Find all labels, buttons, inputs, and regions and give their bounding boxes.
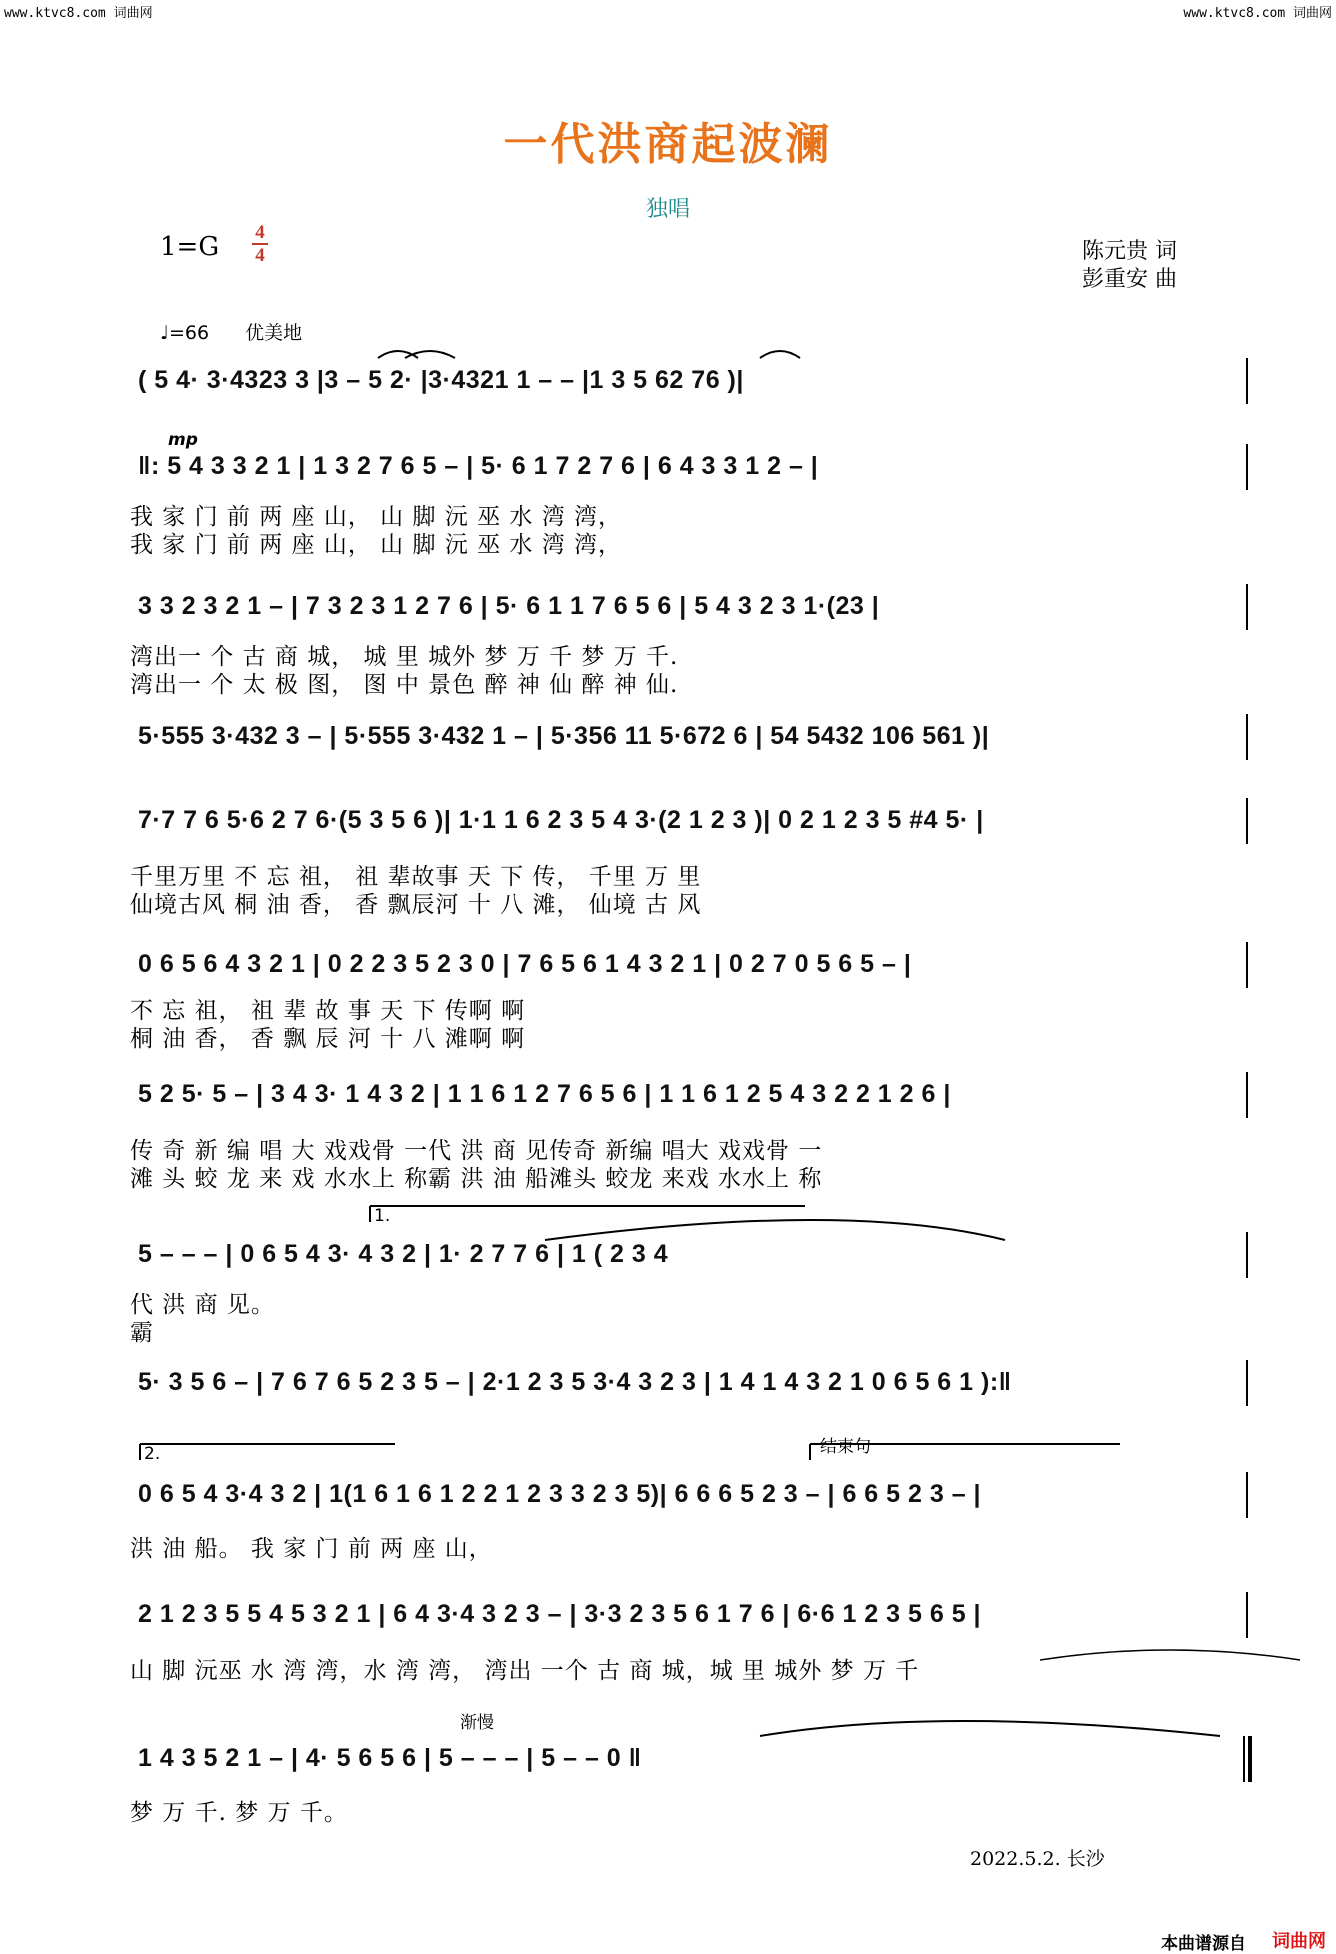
- slur: [405, 351, 455, 358]
- notation-row-7: 5 2 5· 5 – | 3 4 3· 1 4 3 2 | 1 1 6 1 2 7 6 5 6 | 1 1 6 1 2 5 4 3 2 2 1 2 6 |: [138, 1080, 951, 1108]
- lyrics-row-8a: 代 洪 商 见。: [130, 1292, 275, 1318]
- notation-row-10: 0 6 5 4 3·4 3 2 | 1(1 6 1 6 1 2 2 1 2 3 3 2 3 5)| 6 6 6 5 2 3 – | 6 6 5 2 3 – |: [138, 1480, 982, 1508]
- source-note: 本曲谱源自: [1161, 1934, 1246, 1954]
- lyrics-row-10: 洪 油 船。 我 家 门 前 两 座 山，: [130, 1536, 493, 1562]
- lyrics-row-5b: 仙境古风 桐 油 香， 香 飘辰河 十 八 滩， 仙境 古 风: [130, 892, 702, 918]
- slur: [760, 351, 800, 358]
- ritardando-mark: 渐慢: [460, 1713, 494, 1733]
- lyrics-row-3b: 湾出一 个 太 极 图， 图 中 景色 醉 神 仙 醉 神 仙.: [130, 672, 679, 698]
- time-signature-bottom: 4: [255, 245, 265, 266]
- dynamic-mark: mp: [168, 430, 198, 450]
- lyrics-row-7a: 传 奇 新 编 唱 大 戏戏骨 一代 洪 商 见传奇 新编 唱大 戏戏骨 一: [130, 1138, 823, 1164]
- lyrics-row-6b: 桐 油 香， 香 飘 辰 河 十 八 滩啊 啊: [130, 1026, 526, 1052]
- site-logo: 词曲网: [1272, 1931, 1326, 1952]
- notation-row-3: 3 3 2 3 2 1 – | 7 3 2 3 1 2 7 6 | 5· 6 1 1 7 6 5 6 | 5 4 3 2 3 1·(23 |: [138, 592, 880, 620]
- notation-row-12: 1 4 3 5 2 1 – | 4· 5 6 5 6 | 5 – – – | 5 – – 0 ‖: [138, 1744, 642, 1772]
- composition-date: 2022.5.2. 长沙: [970, 1848, 1105, 1870]
- slur: [545, 1220, 1005, 1240]
- lyrics-row-6a: 不 忘 祖， 祖 辈 故 事 天 下 传啊 啊: [130, 998, 526, 1024]
- watermark-left: www.ktvc8.com 词曲网: [4, 6, 153, 21]
- lyrics-row-3a: 湾出一 个 古 商 城， 城 里 城外 梦 万 千 梦 万 千.: [130, 644, 679, 670]
- key-signature: 1=G: [160, 232, 220, 262]
- notation-row-6: 0 6 5 6 4 3 2 1 | 0 2 2 3 5 2 3 0 | 7 6 5 6 1 4 3 2 1 | 0 2 7 0 5 6 5 – |: [138, 950, 912, 978]
- notation-row-9: 5· 3 5 6 – | 7 6 7 6 5 2 3 5 – | 2·1 2 3 5 3·4 3 2 3 | 1 4 1 4 3 2 1 0 6 5 6 1 ):‖: [138, 1368, 1012, 1396]
- song-subtitle: 独唱: [645, 197, 690, 222]
- lyrics-row-7b: 滩 头 蛟 龙 来 戏 水水上 称霸 洪 油 船滩头 蛟龙 来戏 水水上 称: [130, 1166, 823, 1192]
- song-title: 一代洪商起波澜: [503, 119, 833, 170]
- tempo-expression: 优美地: [245, 322, 303, 344]
- ending-label: 结束句: [820, 1437, 871, 1457]
- lyrics-row-2b: 我 家 门 前 两 座 山， 山 脚 沅 巫 水 湾 湾，: [130, 532, 623, 558]
- lyrics-row-12: 梦 万 千. 梦 万 千。: [130, 1800, 348, 1826]
- notation-row-8: 5 – – – | 0 6 5 4 3· 4 3 2 | 1· 2 7 7 6 | 1 ( 2 3 4: [138, 1240, 669, 1268]
- notation-row-4: 5·555 3·432 3 – | 5·555 3·432 1 – | 5·356 11 5·672 6 | 54 5432 106 561 )|: [138, 722, 990, 750]
- notation-row-1: ( 5 4· 3·4323 3 |3 – 5 2· |3·4321 1 – – |1 3 5 62 76 )|: [138, 366, 744, 394]
- volta-2-label: 2.: [144, 1444, 161, 1464]
- tempo-bpm: ♩=66: [160, 322, 210, 344]
- composer-credit: 彭重安 曲: [1082, 267, 1177, 292]
- lyrics-row-5a: 千里万里 不 忘 祖， 祖 辈故事 天 下 传， 千里 万 里: [130, 864, 702, 890]
- notation-row-5: 7·7 7 6 5·6 2 7 6·(5 3 5 6 )| 1·1 1 6 2 3 5 4 3·(2 1 2 3 )| 0 2 1 2 3 5 #4 5· |: [138, 806, 984, 834]
- slur: [760, 1721, 1220, 1736]
- dim-hairpin-top: [1040, 1650, 1300, 1660]
- lyricist-credit: 陈元贵 词: [1082, 239, 1177, 264]
- lyrics-row-2a: 我 家 门 前 两 座 山， 山 脚 沅 巫 水 湾 湾，: [130, 504, 623, 530]
- volta-1-label: 1.: [374, 1206, 391, 1226]
- notation-row-11: 2 1 2 3 5 5 4 5 3 2 1 | 6 4 3·4 3 2 3 – | 3·3 2 3 5 6 1 7 6 | 6·6 1 2 3 5 6 5 |: [138, 1600, 982, 1628]
- time-signature-top: 4: [255, 222, 265, 243]
- lyrics-row-11: 山 脚 沅巫 水 湾 湾，水 湾 湾， 湾出 一个 古 商 城，城 里 城外 梦 万 千: [130, 1658, 920, 1684]
- lyrics-row-8b: 霸: [130, 1320, 154, 1346]
- watermark-right: www.ktvc8.com 词曲网: [1183, 6, 1332, 21]
- notation-row-2: ‖: 5 4 3 3 2 1 | 1 3 2 7 6 5 – | 5· 6 1 7 2 7 6 | 6 4 3 3 1 2 – |: [138, 452, 819, 480]
